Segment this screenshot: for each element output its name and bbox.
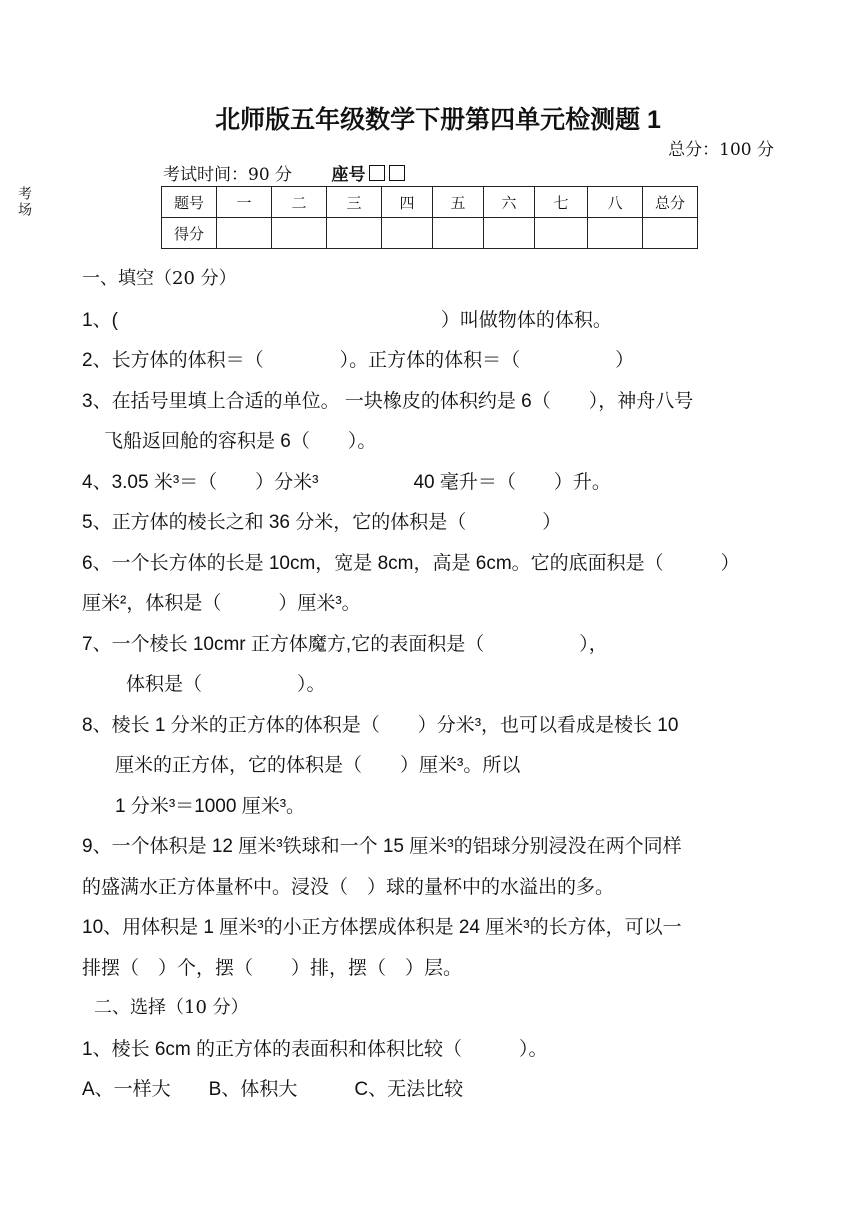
score-cell[interactable] — [272, 218, 327, 249]
table-cell: 八 — [588, 187, 643, 218]
question-line: 体积是（ ）。 — [126, 674, 326, 695]
exam-room-label: 考场 — [16, 186, 32, 218]
score-table — [161, 186, 698, 249]
question-line: 7、一个棱长 10cmr 正方体魔方,它的表面积是（ ）， — [82, 634, 608, 655]
question-line: 3、在括号里填上合适的单位。 一块橡皮的体积约是 6（ ），神舟八号 — [82, 391, 694, 412]
table-cell: 六 — [484, 187, 535, 218]
score-cell[interactable] — [643, 218, 698, 249]
score-cell[interactable] — [535, 218, 588, 249]
score-cell[interactable] — [588, 218, 643, 249]
table-cell: 题号 — [162, 187, 217, 218]
question-line: 5、正方体的棱长之和 36 分米，它的体积是（ ） — [82, 512, 562, 533]
table-cell: 得分 — [162, 218, 217, 249]
score-cell[interactable] — [217, 218, 272, 249]
score-table-row — [162, 218, 698, 249]
score-cell[interactable] — [484, 218, 535, 249]
question-line: 厘米²，体积是（ ）厘米³。 — [82, 593, 361, 614]
total-score: 总分：100 分 — [668, 140, 774, 160]
score-cell[interactable] — [327, 218, 382, 249]
table-cell: 四 — [382, 187, 433, 218]
question-line: 10、用体积是 1 厘米³的小正方体摆成体积是 24 厘米³的长方体，可以一 — [82, 917, 682, 938]
table-cell: 三 — [327, 187, 382, 218]
question-line: 飞船返回舱的容积是 6（ ）。 — [104, 431, 377, 452]
question-line: A、一样大 B、体积大 C、无法比较 — [82, 1079, 464, 1100]
question-line: 排摆（ ）个，摆（ ）排，摆（ ）层。 — [82, 958, 463, 979]
question-line: 1、( ）叫做物体的体积。 — [82, 310, 612, 331]
exam-meta — [163, 160, 405, 185]
question-line: 1 分米³＝1000 厘米³。 — [115, 796, 306, 817]
table-cell: 一 — [217, 187, 272, 218]
question-line: 1、棱长 6cm 的正方体的表面积和体积比较（ ）。 — [82, 1039, 548, 1060]
exam-time: 考试时间：90 分 — [163, 165, 293, 185]
score-cell[interactable] — [382, 218, 433, 249]
seat-box-icon — [369, 165, 385, 181]
section-heading: 一、填空（20 分） — [82, 268, 237, 289]
question-line: 9、一个体积是 12 厘米³铁球和一个 15 厘米³的铝球分别浸没在两个同样 — [82, 836, 682, 857]
table-cell: 五 — [433, 187, 484, 218]
question-line: 厘米的正方体，它的体积是（ ）厘米³。所以 — [115, 755, 521, 776]
question-line: 2、长方体的体积＝（ ）。正方体的体积＝（ ） — [82, 350, 635, 371]
table-cell: 七 — [535, 187, 588, 218]
question-line: 的盛满水正方体量杯中。浸没（ ）球的量杯中的水溢出的多。 — [82, 877, 615, 898]
section-heading: 二、选择（10 分） — [94, 997, 249, 1018]
question-line: 6、一个长方体的长是 10cm，宽是 8cm，高是 6cm。它的底面积是（ ） — [82, 553, 740, 574]
table-cell: 总分 — [643, 187, 698, 218]
seat-label: 座号 — [331, 165, 366, 184]
score-table-header-row — [162, 187, 698, 218]
table-cell: 二 — [272, 187, 327, 218]
question-line: 8、棱长 1 分米的正方体的体积是（ ）分米³，也可以看成是棱长 10 — [82, 715, 679, 736]
question-line: 4、3.05 米³＝（ ）分米³ 40 毫升＝（ ）升。 — [82, 472, 611, 493]
seat-box-icon — [389, 165, 405, 181]
page-title: 北师版五年级数学下册第四单元检测题 1 — [215, 106, 661, 134]
score-cell[interactable] — [433, 218, 484, 249]
